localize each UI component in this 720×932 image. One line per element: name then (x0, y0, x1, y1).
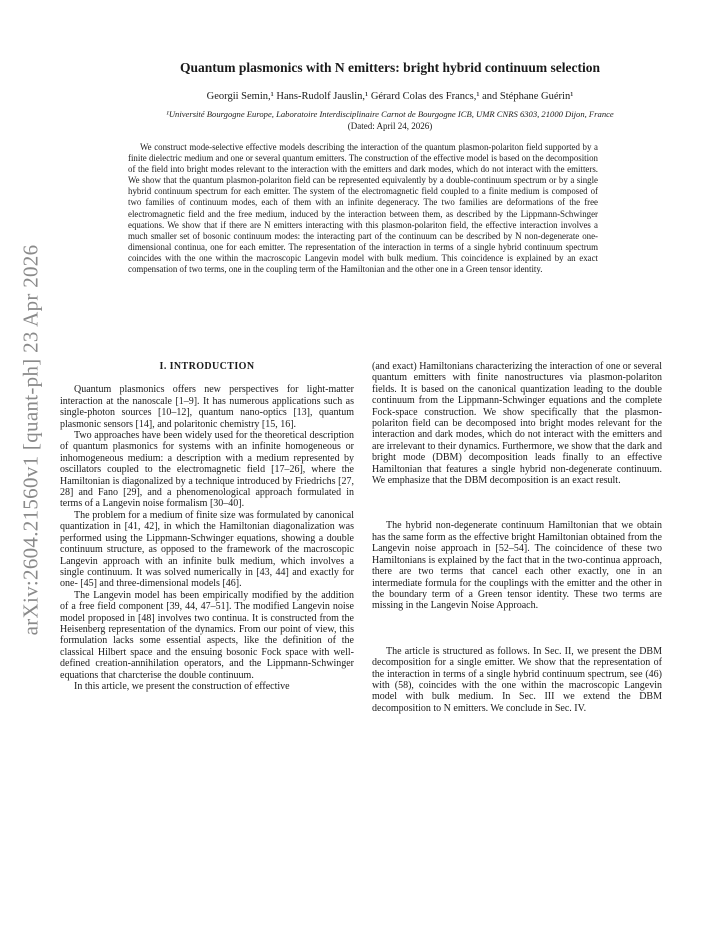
paragraph: (and exact) Hamiltonians characterizing the interaction of one or several quantum emitters with finite nanostructures via plasmon-polariton fields. It is based on the canonical quantization leading to the double continuum from the Lippmann-Schwinger equations and the complete Fock-space construction. We show specifically that the plasmon-polariton field can be decomposed into bright modes relevant for the interaction and dark modes, which do not interact with the emitters and are irrelevant to their dynamics. Furthermore, we show that the dark and bright mode (DBM) decomposition leads finally to an effective Hamiltonian that features a single hybrid non-degenerate continuum. We emphasize that the DBM decomposition is an exact result. (372, 361, 662, 487)
paragraph: The Langevin model has been empirically modified by the addition of a free field component [39, 44, 47–51]. The modified Langevin noise model proposed in [48] involves two continua. It is constructed from the Heisenberg representation of the dynamics. From our point of view, this formulation lacks some essential aspects, like the definition of the classical Hilbert space and the ensuing bosonic Fock space with well-defined creation-annihilation operators, and the Lippmann-Schwinger equations that charcterise the double continuum. (60, 589, 354, 681)
paragraph: In this article, we present the construction of effective (74, 680, 290, 692)
paper-title: Quantum plasmonics with N emitters: bright hybrid continuum selection (179, 60, 601, 75)
affiliation: ¹Université Bourgogne Europe, Laboratoire Interdisciplinaire Carnot de Bourgogne ICB, UMR CNRS 6303, 21000 Dijon, France (166, 109, 614, 119)
right-column (372, 361, 662, 714)
date-line: (Dated: April 24, 2026) (347, 121, 433, 131)
arxiv-side-identifier-strip (0, 0, 60, 932)
paragraph: The article is structured as follows. In Sec. II, we present the DBM decomposition for a single emitter. We show that the representation of the interaction in terms of a single hybrid continuum spectrum, see (46) with (58), coincides with the one within the macroscopic Langevin model with bulk medium. In Sec. III we extend the DBM decomposition to N emitters. We conclude in Sec. IV. (372, 645, 662, 714)
abstract: We construct mode-selective effective models describing the interaction of the quantum plasmon-polariton field supported by a finite dielectric medium and one or several quantum emitters. The construction of the effective model is based on the decomposition of the field into bright modes relevant to the interaction with the emitters and dark modes, which do not interact with the emitters. We show that the quantum plasmon-polariton field can be represented equivalently by a double-continuum spectrum or by a single hybrid continuum spectrum for each emitter. The system of the electromagnetic field coupled to a finite medium is composed of two families of continuum modes, each of them with an infinite degeneracy. The two families are deformations of the free electromagnetic field and the free medium, induced by the interaction between them, as described by the Lippmann-Schwinger equations. We show that if there are N emitters interacting with this plasmon-polariton field, the effective interaction involves a much smaller set of bosonic continuum modes: the interacting part of the continuum can be described by N non-degenerate one-dimensional continua, one for each emitter. The representation of the interaction in terms of a single hybrid continuum spectrum coincides with the one within the macroscopic Langevin model with bulk medium. This coincidence is explained by an exact compensation of two terms, one in the coupling term of the Hamiltonian and the other one in a Green tensor identity. (128, 142, 598, 275)
arxiv-identifier: arXiv:2604.21560v1 [quant-ph] 23 Apr 2026 (18, 244, 43, 636)
paragraph: The hybrid non-degenerate continuum Hamiltonian that we obtain has the same form as the effective bright Hamiltonian obtained from the Langevin noise approach in [52–54]. The coincidence of these two Hamiltonians is explained by the fact that in the two-continua approach, there are two terms that cancel each other exactly, one in an intermediate formula for the couplings with the emitter and the other in the boundary term of a Green tensor identity. These two terms are missing in the Langevin Noise Approach. (372, 520, 662, 612)
paragraph: The problem for a medium of finite size was formulated by canonical quantization in [41, 42], in which the Hamiltonian diagonalization was performed using the Lippmann-Schwinger equations, showing a double continuum structure, as opposed to the framework of the macroscopic Langevin approach with an infinite bulk medium, which involves a single continuum. It was solved numerically in [43, 44] and exactly for one- [45] and three-dimensional models [46]. (60, 509, 354, 590)
paragraph: Two approaches have been widely used for the theoretical description of quantum plasmonics for systems with an infinite homogeneous or inhomogeneous medium: a description with a medium represented by oscillators coupled to the electromagnetic field [17–26], where the Hamiltonian is diagonalized by a technique introduced by Friedrichs [27, 28] and Fano [29], and a phenomenological approach formulated in terms of a Langevin noise formalism [30–40]. (60, 430, 354, 510)
left-column (60, 361, 354, 692)
section-heading: I. INTRODUCTION (159, 361, 255, 372)
paragraph: Quantum plasmonics offers new perspectives for light-matter interaction at the nanoscale [1–9]. It has numerous applications such as single-photon sources [10–12], quantum nano-optics [13], quantum plasmonic sensors [14], and polaritonic chemistry [15, 16]. (60, 384, 354, 430)
author-list: Georgii Semin,¹ Hans-Rudolf Jauslin,¹ Gérard Colas des Francs,¹ and Stéphane Guérin¹ (206, 91, 574, 102)
